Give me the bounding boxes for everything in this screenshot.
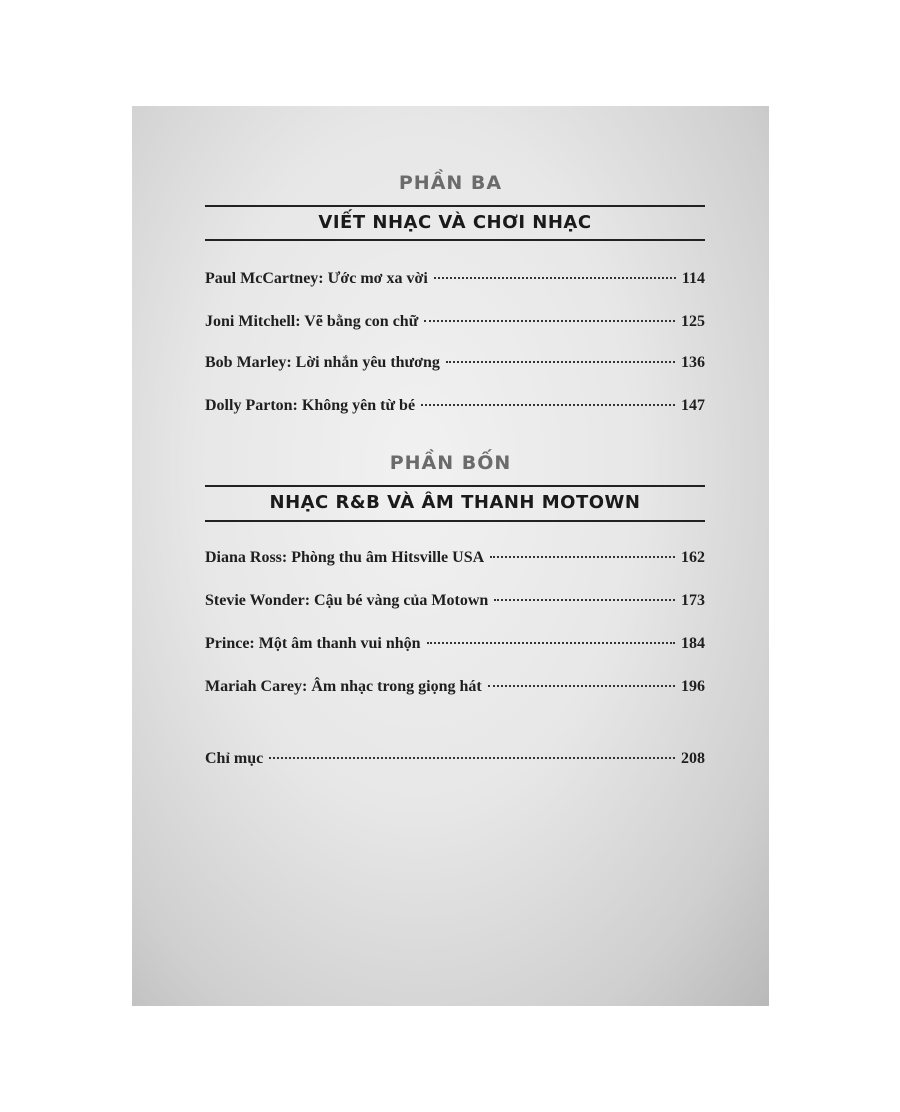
entry-title: Dolly Parton: Không yên từ bé (205, 397, 416, 414)
part-four-heading: PHẦN BỐN (389, 452, 512, 474)
toc-entry[interactable] (205, 313, 705, 337)
entry-page: 136 (681, 354, 705, 371)
dot-leader (434, 277, 676, 279)
dot-leader (490, 556, 675, 558)
top-rule (205, 485, 705, 487)
toc-entry[interactable] (205, 397, 705, 421)
index-entry[interactable] (205, 750, 705, 774)
entry-page: 114 (681, 270, 705, 287)
entry-page: 184 (681, 635, 705, 652)
dot-leader (494, 599, 675, 601)
toc-entry[interactable] (205, 592, 705, 616)
toc-entry[interactable] (205, 635, 705, 659)
dot-leader (446, 361, 675, 363)
toc-entry[interactable] (205, 354, 705, 378)
entry-title: Joni Mitchell: Vẽ bằng con chữ (205, 313, 419, 330)
entry-page: 173 (681, 592, 705, 609)
entry-page: 196 (681, 678, 705, 695)
entry-title: Bob Marley: Lời nhắn yêu thương (205, 354, 440, 371)
dot-leader (427, 642, 675, 644)
entry-title: Prince: Một âm thanh vui nhộn (205, 635, 421, 652)
top-rule (205, 205, 705, 207)
part-three-title: VIẾT NHẠC VÀ CHƠI NHẠC (318, 212, 592, 233)
bottom-rule (205, 239, 705, 241)
entry-page: 208 (681, 750, 705, 767)
dot-leader (269, 757, 675, 759)
toc-entry[interactable] (205, 549, 705, 573)
dot-leader (421, 404, 675, 406)
entry-title: Paul McCartney: Ước mơ xa vời (205, 270, 428, 287)
part-four-title: NHẠC R&B VÀ ÂM THANH MOTOWN (269, 492, 641, 513)
toc-entry[interactable] (205, 678, 705, 702)
entry-page: 125 (681, 313, 705, 330)
entry-page: 162 (681, 549, 705, 566)
entry-title: Stevie Wonder: Cậu bé vàng của Motown (205, 592, 489, 609)
book-page (132, 106, 769, 1006)
part-three-heading: PHẦN BA (398, 172, 503, 194)
bottom-rule (205, 520, 705, 522)
entry-title: Mariah Carey: Âm nhạc trong giọng hát (205, 678, 482, 695)
dot-leader (424, 320, 675, 322)
toc-entry[interactable] (205, 270, 705, 294)
entry-title: Diana Ross: Phòng thu âm Hitsville USA (205, 549, 485, 566)
entry-page: 147 (681, 397, 705, 414)
entry-title: Chỉ mục (205, 750, 264, 767)
dot-leader (488, 685, 675, 687)
